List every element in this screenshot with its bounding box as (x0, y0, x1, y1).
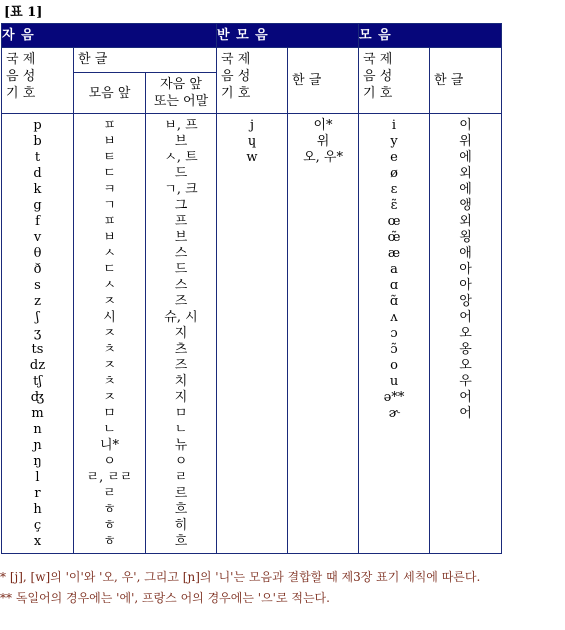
table-cell-item: ㄱ (103, 198, 116, 213)
table-cell-item: 드 (174, 166, 188, 181)
table-cell-item: 오 (459, 358, 472, 373)
table-cell-item: e (390, 150, 398, 165)
table-cell-item: 애 (459, 246, 472, 261)
table-cell-item: 욍 (459, 230, 472, 245)
table-cell-item: ɑ (389, 278, 399, 293)
table-cell-item: 이 (459, 118, 472, 133)
table-cell-item: ɲ (33, 438, 42, 453)
table-cell-item: ㄹ, ㄹㄹ (86, 470, 133, 485)
table-cell-item: ㅂ (103, 134, 116, 149)
table-cell-item: v (33, 230, 42, 245)
table-cell-item: 니* (99, 438, 120, 453)
table-cell-item: ㅎ (103, 534, 116, 549)
table-cell-item: 브 (174, 134, 188, 149)
table-cell-item: θ (33, 246, 42, 261)
footnotes (0, 567, 565, 609)
table-cell-item: 지 (174, 326, 188, 341)
table-cell-item: ㄹ (103, 486, 116, 501)
table-cell-item: ð (33, 262, 42, 277)
table-cell-item: 지 (174, 390, 188, 405)
table-cell-item: ç (33, 518, 42, 533)
table-cell-item: ɔ̃ (390, 342, 398, 357)
table-cell-item: o (390, 358, 398, 373)
table-cell-item: œ (387, 214, 401, 229)
table-cell-item: 흐 (174, 502, 188, 517)
table-cell-item: ㅇ (103, 454, 116, 469)
table-cell-item: ㅈ (103, 358, 116, 373)
table-cell-item: ʤ (30, 390, 45, 405)
table-cell-item: ㅅ (103, 278, 116, 293)
semivowel-ipa-header: 국 제 음 성 기 호 (217, 48, 288, 114)
table-cell-item: ㅁ (103, 406, 116, 421)
table-cell-item: ɔ (390, 326, 398, 341)
table-cell-item: ʌ (390, 310, 398, 325)
table-cell-item: ə** (383, 390, 405, 405)
table-cell-item: a (390, 262, 398, 277)
table-cell-item: ㅅ, 트 (164, 150, 198, 165)
semivowel-hangul-header: 한 글 (288, 48, 359, 114)
table-cell-item: 어 (459, 390, 472, 405)
table-cell-item: j (249, 118, 255, 133)
table-cell-item: 즈 (174, 358, 188, 373)
table-cell-item: ɛ (390, 182, 398, 197)
table-cell-item: 오 (459, 326, 472, 341)
table-cell-item: ø (390, 166, 398, 181)
table-cell-item: h (33, 502, 42, 517)
footnote-1: * [j], [w]의 '이'와 '오, 우', 그리고 [ɲ]의 '니'는 모음과 결합할 때 제3장 표기 세칙에 따른다. (0, 570, 481, 584)
before-vowel-header: 모음 앞 (74, 73, 146, 114)
table-cell-item: g (33, 198, 42, 213)
table-cell-item: ㄱ, 크 (164, 182, 198, 197)
table-cell-item: 앵 (459, 198, 472, 213)
consonant-ipa-column (2, 114, 74, 554)
table-cell-item: m (31, 406, 44, 421)
table-cell-item: 뉴 (174, 438, 188, 453)
consonant-ipa-header: 국 제 음 성 기 호 (2, 48, 74, 114)
table-cell-item: 아 (459, 262, 472, 277)
table-cell-item: ㅈ (103, 326, 116, 341)
table-cell-item: w (246, 150, 258, 165)
table-cell-item: r (34, 486, 41, 501)
table-cell-item: ɑ̃ (389, 294, 399, 309)
table-cell-item: 외 (459, 214, 472, 229)
table-cell-item: 그 (174, 198, 188, 213)
table-cell-item: 시 (103, 310, 116, 325)
table-cell-item: 외 (459, 166, 472, 181)
table-cell-item: 오, 우* (303, 150, 343, 165)
semivowel-header: 반 모 음 (217, 24, 359, 48)
table-cell-item: ㅍ (103, 214, 116, 229)
table-cell-item: 위 (459, 134, 472, 149)
table-cell-item: 브 (174, 230, 188, 245)
table-cell-item: ɛ̃ (390, 198, 398, 213)
table-cell-item: s (34, 278, 41, 293)
vowel-hangul-header: 한 글 (430, 48, 502, 114)
consonant-hangul-header: 한 글 (74, 48, 217, 73)
table-cell-item: ㅎ (103, 518, 116, 533)
vowel-header: 모 음 (359, 24, 502, 48)
table-cell-item: z (34, 294, 41, 309)
table-cell-item: 치 (174, 374, 188, 389)
table-cell-item: ㅍ (103, 118, 116, 133)
table-cell-item: ŋ (33, 454, 42, 469)
table-cell-item: œ̃ (387, 230, 401, 245)
table-cell-item: 스 (174, 278, 188, 293)
table-cell-item: n (33, 422, 42, 437)
table-cell-item: ㅊ (103, 374, 116, 389)
table-cell-item: ɥ (247, 134, 257, 149)
table-cell-item: 위 (316, 134, 330, 149)
table-cell-item: 에 (459, 150, 472, 165)
table-cell-item: ㅇ (174, 454, 188, 469)
table-cell-item: ㄴ (174, 422, 188, 437)
table-cell-item: 어 (459, 406, 472, 421)
table-cell-item: l (35, 470, 40, 485)
table-cell-item: ㅌ (103, 150, 116, 165)
table-cell-item: ㅈ (103, 294, 116, 309)
table-cell-item: 어 (459, 310, 472, 325)
table-cell-item: 스 (174, 246, 188, 261)
table-cell-item: ɚ (388, 406, 400, 421)
footnote-2: ** 독일어의 경우에는 '에', 프랑스 어의 경우에는 '으'로 적는다. (0, 591, 330, 605)
table-cell-item: dz (29, 358, 46, 373)
table-cell-item: ㅈ (103, 390, 116, 405)
table-cell-item: 히 (174, 518, 188, 533)
consonant-before-consonant-column (146, 114, 217, 554)
table-cell-item: t (34, 150, 41, 165)
table-cell-item: y (390, 134, 398, 149)
table-cell-item: p (33, 118, 42, 133)
semivowel-hangul-column (288, 114, 359, 554)
table-cell-item: ㄷ (103, 166, 116, 181)
table-cell-item: 이* (313, 118, 333, 133)
table-cell-item: ʃ (35, 310, 40, 325)
table-cell-item: tʃ (33, 374, 42, 389)
table-cell-item: 옹 (459, 342, 472, 357)
vowel-ipa-header: 국 제 음 성 기 호 (359, 48, 430, 114)
table-cell-item: k (33, 182, 42, 197)
table-cell-item: ts (31, 342, 44, 357)
semivowel-ipa-column (217, 114, 288, 554)
table-cell-item: u (389, 374, 399, 389)
table-cell-item: 츠 (174, 342, 188, 357)
table-cell-item: ㅎ (103, 502, 116, 517)
table-cell-item: ㅅ (103, 246, 116, 261)
table-cell-item: f (35, 214, 40, 229)
table-cell-item: ㄴ (103, 422, 116, 437)
table-cell-item: 슈, 시 (164, 310, 198, 325)
table-cell-item: ㅂ (103, 230, 116, 245)
table-cell-item: d (33, 166, 42, 181)
table-cell-item: ㅋ (103, 182, 116, 197)
table-cell-item: ㄷ (103, 262, 116, 277)
consonant-header: 자 음 (2, 24, 217, 48)
table-cell-item: 앙 (459, 294, 472, 309)
table-cell-item: ㄹ (174, 470, 188, 485)
table-cell-item: x (33, 534, 42, 549)
table-cell-item: ㅊ (103, 342, 116, 357)
vowel-hangul-column (430, 114, 502, 554)
table-cell-item: ㅂ, 프 (164, 118, 198, 133)
table-cell-item: 아 (459, 278, 472, 293)
table-cell-item: 르 (174, 486, 188, 501)
table-cell-item: 즈 (174, 294, 188, 309)
table-cell-item: æ (387, 246, 401, 261)
table-cell-item: i (391, 118, 397, 133)
table-cell-item: ㅁ (174, 406, 188, 421)
transcription-table (1, 23, 502, 554)
before-consonant-header: 자음 앞 또는 어말 (146, 73, 217, 114)
table-cell-item: 흐 (174, 534, 188, 549)
table-cell-item: ʒ (33, 326, 42, 341)
table-cell-item: b (33, 134, 42, 149)
table-title: [표 1] (4, 5, 43, 20)
table-cell-item: 드 (174, 262, 188, 277)
table-cell-item: 우 (459, 374, 472, 389)
vowel-ipa-column (359, 114, 430, 554)
table-cell-item: 프 (174, 214, 188, 229)
consonant-before-vowel-column (74, 114, 146, 554)
table-cell-item: 에 (459, 182, 472, 197)
